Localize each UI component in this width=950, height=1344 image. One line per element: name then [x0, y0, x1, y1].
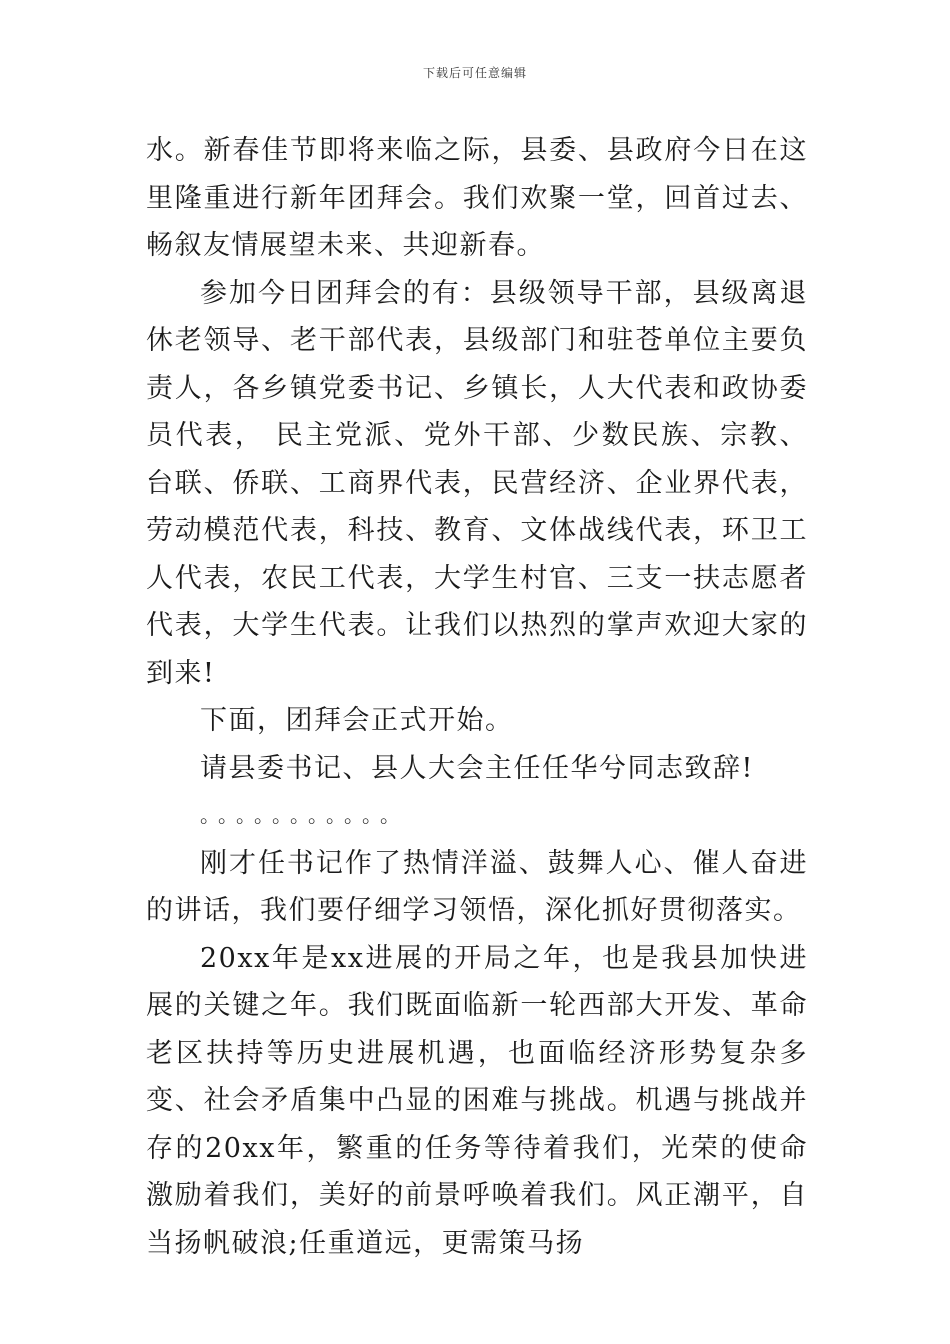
document-body — [146, 127, 808, 1267]
paragraph-attendees: 参加今日团拜会的有：县级领导干部，县级离退休老领导、老干部代表，县级部门和驻苍单位主要负责人，各乡镇党委书记、乡镇长，人大代表和政协委员代表， 民主党派、党外干部、少数民族、宗教、台联、侨联、工商界代表，民营经济、企业界代表，劳动模范代表，科技、教育、文体战线代表，环卫工人代表，农民工代表，大学生村官、三支一扶志愿者代表，大学生代表。让我们以热烈的掌声欢迎大家的到来! — [146, 277, 808, 689]
paragraph-ellipsis: 。。。。。。。。。。。 — [200, 803, 408, 827]
paragraph-invite-speech: 请县委书记、县人大会主任任华兮同志致辞! — [200, 752, 754, 784]
paragraph-speech-summary: 刚才任书记作了热情洋溢、鼓舞人心、催人奋进的讲话，我们要仔细学习领悟，深化抓好贯彻落实。 — [146, 847, 808, 926]
paragraph-opening: 水。新春佳节即将来临之际，县委、县政府今日在这里隆重进行新年团拜会。我们欢聚一堂，回首过去、畅叙友情展望未来、共迎新春。 — [146, 135, 808, 261]
paragraph-outlook: 20xx年是xx进展的开局之年，也是我县加快进展的关键之年。我们既面临新一轮西部大开发、革命老区扶持等历史进展机遇，也面临经济形势复杂多变、社会矛盾集中凸显的困难与挑战。机遇与挑战并存的20xx年，繁重的任务等待着我们，光荣的使命激励着我们，美好的前景呼唤着我们。风正潮平，自当扬帆破浪;任重道远，更需策马扬 — [146, 942, 808, 1259]
page-header: 下载后可任意编辑 — [422, 66, 527, 80]
paragraph-start: 下面，团拜会正式开始。 — [200, 705, 514, 736]
